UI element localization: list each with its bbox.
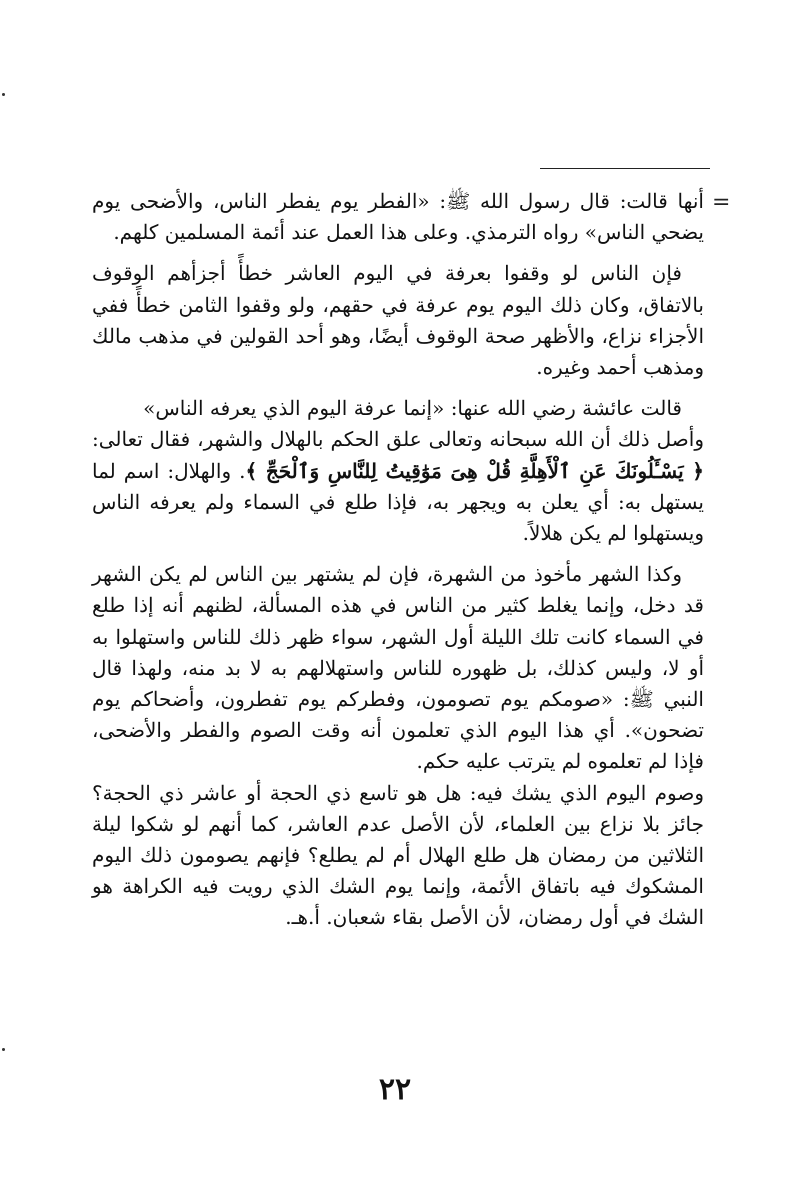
paragraph-1: أنها قالت: قال رسول الله ﷺ: «الفطر يوم يفطر الناس، والأضحى يوم يضحي الناس» رواه الترمذي. وعلى هذا العمل عند أئمة المسلمين كلهم. [92,189,704,245]
page-number: ٢٢ [378,1072,412,1107]
paragraph-6: وصوم اليوم الذي يشك فيه: هل هو تاسع ذي الحجة أو عاشر ذي الحجة؟ جائز بلا نزاع بين العلماء، لأن الأصل عدم العاشر، كما أنهم لو شكوا ليلة الثلاثين من رمضان هل طلع الهلال أم لم يطلع؟ فإنهم يصومون ذلك اليوم المشكوك فيه باتفاق الأئمة، وإنما يوم الشك الذي رويت فيه الكراهة هو الشك في أول رمضان، لأن الأصل بقاء شعبان. أ.هـ. [92,780,704,930]
quran-verse: ﴿ يَسْـَٔلُونَكَ عَنِ ٱلْأَهِلَّةِ قُلْ هِىَ مَوَٰقِيتُ لِلنَّاسِ وَٱلْحَجِّ ﴾ [245,458,704,483]
scan-mark [2,93,5,96]
footnote-separator-rule [540,168,710,169]
paragraph-4 [92,424,704,549]
paragraph-4-rest: . والهلال: اسم لما يستهل به: أي يعلن به ويجهر به، فإذا طلع في السماء ولم يعرفه الناس ويستهلوا لم يكن هلالاً. [92,458,704,546]
continuation-marker: = [712,190,731,215]
scan-mark [2,1048,5,1051]
paragraph-2: فإن الناس لو وقفوا بعرفة في اليوم العاشر خطأً أجزأهم الوقوف بالاتفاق، وكان ذلك اليوم يوم عرفة في حقهم، ولو وقفوا الثامن خطأً ففي الأجزاء نزاع، والأظهر صحة الوقوف أيضًا، وهو أحد القولين في مذهب مالك ومذهب أحمد وغيره. [92,261,704,380]
paragraph-3: قالت عائشة رضي الله عنها: «إنما عرفة اليوم الذي يعرفه الناس» [143,396,682,421]
footnote-text-block [92,186,704,944]
paragraph-4-intro: وأصل ذلك أن الله سبحانه وتعالى علق الحكم بالهلال والشهر، فقال تعالى: [92,427,704,452]
paragraph-5: وكذا الشهر مأخوذ من الشهرة، فإن لم يشتهر بين الناس لم يكن الشهر قد دخل، وإنما يغلط كثير من الناس في هذه المسألة، لظنهم أنه إذا طلع في السماء كانت تلك الليلة أول الشهر، سواء ظهر ذلك للناس واستهلوا به أو لا، وليس كذلك، بل ظهوره للناس واستهلالهم به لا بد منه، ولهذا قال النبي ﷺ: «صومكم يوم تصومون، وفطركم يوم تفطرون، وأضحاكم يوم تضحون». أي هذا اليوم الذي تعلمون أنه وقت الصوم والفطر والأضحى، فإذا لم تعلموه لم يترتب عليه حكم. [92,562,705,774]
